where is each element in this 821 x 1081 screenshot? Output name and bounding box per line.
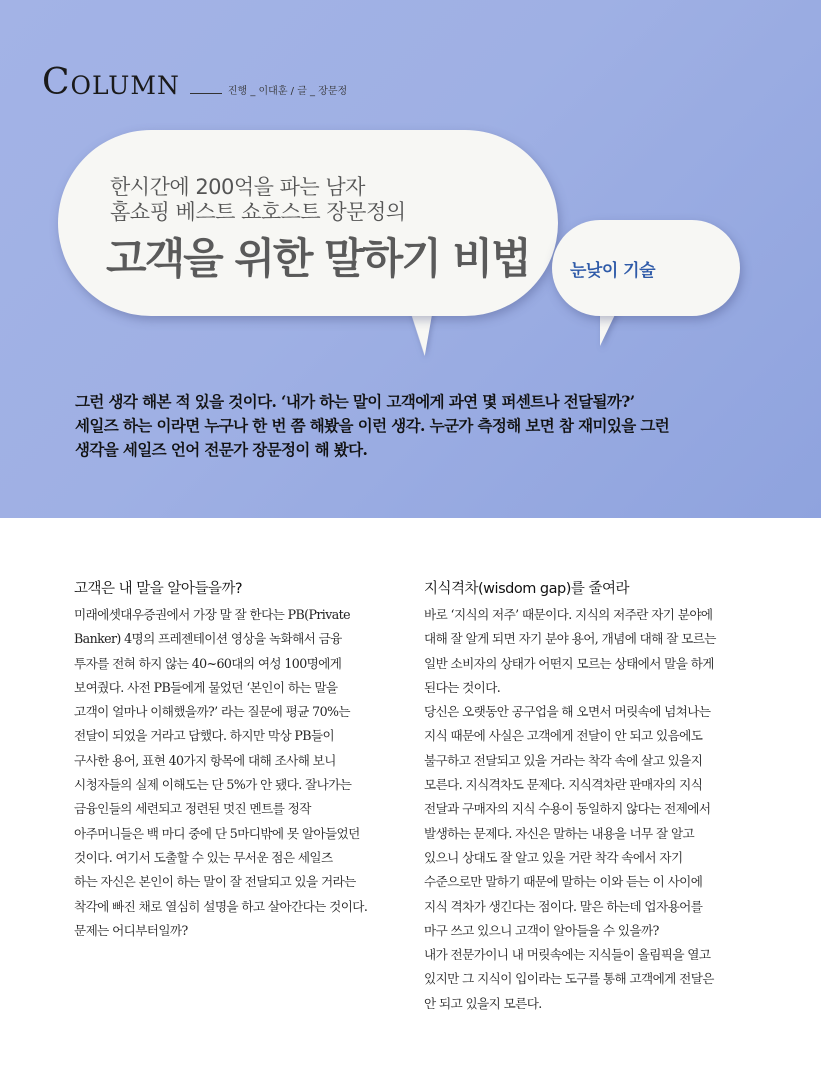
body-line: 지식 격차가 생긴다는 점이다. 말은 하는데 업자용어를: [424, 898, 703, 914]
body-line: 안 되고 있을지 모른다.: [424, 995, 542, 1011]
section-heading: 지식격차(wisdom gap)를 줄여라: [424, 581, 630, 597]
body-line: 미래에셋대우증권에서 가장 말 잘 한다는 PB(Private: [74, 607, 350, 622]
body-line: 된다는 것이다.: [424, 679, 501, 695]
masthead: [42, 62, 347, 103]
section-heading: 고객은 내 말을 알아들을까?: [74, 581, 243, 597]
body-line: 지식 때문에 사실은 고객에게 전달이 안 되고 있음에도: [424, 728, 703, 744]
credit-line: 진행 _ 이대훈 / 글 _ 장문정: [227, 86, 348, 97]
column-label: Column: [42, 62, 180, 103]
body-line: 일반 소비자의 상태가 어떤지 모르는 상태에서 말을 하게: [424, 655, 714, 671]
body-line: 구사한 용어, 표현 40가지 항목에 대해 조사해 보니: [74, 752, 336, 768]
body-line: 문제는 어디부터일까?: [74, 922, 188, 938]
article-column-right: [424, 577, 764, 1016]
hero-subtitle: [110, 175, 406, 225]
body-line: 고객이 얼마나 이해했을까?’ 라는 질문에 평균 70%는: [74, 704, 350, 720]
body-line: 금융인들의 세련되고 정련된 멋진 멘트를 정작: [74, 801, 311, 817]
body-line: 모른다. 지식격차도 문제다. 지식격차란 판매자의 지식: [424, 777, 703, 793]
body-line: 보여줬다. 사전 PB들에게 물었던 ‘본인이 하는 말을: [74, 679, 338, 695]
body-line: 있지만 그 지식이 입이라는 도구를 통해 고객에게 전달은: [424, 971, 714, 987]
body-line: 수준으로만 말하기 때문에 말하는 이와 듣는 이 사이에: [424, 874, 703, 890]
section-body: [424, 603, 764, 1016]
body-line: 발생하는 문제다. 자신은 말하는 내용을 너무 잘 알고: [424, 825, 695, 841]
body-line: 마구 쓰고 있으니 고객이 알아들을 수 있을까?: [424, 922, 659, 938]
body-line: 있으니 상대도 잘 알고 있을 거란 착각 속에서 자기: [424, 849, 683, 865]
body-line: 것이다. 여기서 도출할 수 있는 무서운 점은 세일즈: [74, 849, 333, 865]
lead-line: 생각을 세일즈 언어 전문가 장문정이 해 봤다.: [75, 440, 368, 459]
body-line: 내가 전문가이니 내 머릿속에는 지식들이 올림픽을 열고: [424, 947, 711, 963]
lead-line: 그런 생각 해본 적 있을 것이다. ‘내가 하는 말이 고객에게 과연 몇 퍼센트나 전달될까?’: [75, 392, 635, 411]
hero-subtitle-line: 한시간에 200억을 파는 남자: [110, 175, 365, 199]
body-line: 바로 ‘지식의 저주’ 때문이다. 지식의 저주란 자기 분야에: [424, 607, 713, 622]
hero-banner: [0, 0, 821, 518]
lead-paragraph: [75, 390, 775, 462]
body-line: 시청자들의 실제 이해도는 단 5%가 안 됐다. 잘나가는: [74, 777, 352, 793]
section-body: [74, 603, 404, 943]
body-line: 착각에 빠진 채로 열심히 설명을 하고 살아간다는 것이다.: [74, 898, 368, 914]
hero-tag: 눈낮이 기술: [570, 261, 656, 281]
body-line: 불구하고 전달되고 있을 거라는 착각 속에 살고 있을지: [424, 752, 703, 768]
body-line: 대해 잘 알게 되면 자기 분야 용어, 개념에 대해 잘 모르는: [424, 631, 716, 647]
body-line: 하는 자신은 본인이 하는 말이 잘 전달되고 있을 거라는: [74, 874, 356, 890]
hero-subtitle-line: 홈쇼핑 베스트 쇼호스트 장문정의: [110, 200, 406, 224]
body-line: 아주머니들은 백 마디 중에 단 5마디밖에 못 알아들었던: [74, 825, 360, 841]
body-line: 전달과 구매자의 지식 수용이 동일하지 않다는 전제에서: [424, 801, 711, 817]
body-line: 전달이 되었을 거라고 답했다. 하지만 막상 PB들이: [74, 728, 335, 744]
article-column-left: [74, 577, 404, 943]
body-line: Banker) 4명의 프레젠테이션 영상을 녹화해서 금융: [74, 631, 342, 647]
lead-line: 세일즈 하는 이라면 누구나 한 번 쯤 해봤을 이런 생각. 누군가 측정해 보면 참 재미있을 그런: [75, 416, 670, 435]
body-line: 투자를 전혀 하지 않는 40~60대의 여성 100명에게: [74, 655, 342, 671]
masthead-rule: [190, 93, 222, 94]
hero-title: 고객을 위한 말하기 비법: [106, 234, 530, 283]
body-line: 당신은 오랫동안 공구업을 해 오면서 머릿속에 넘쳐나는: [424, 704, 711, 720]
